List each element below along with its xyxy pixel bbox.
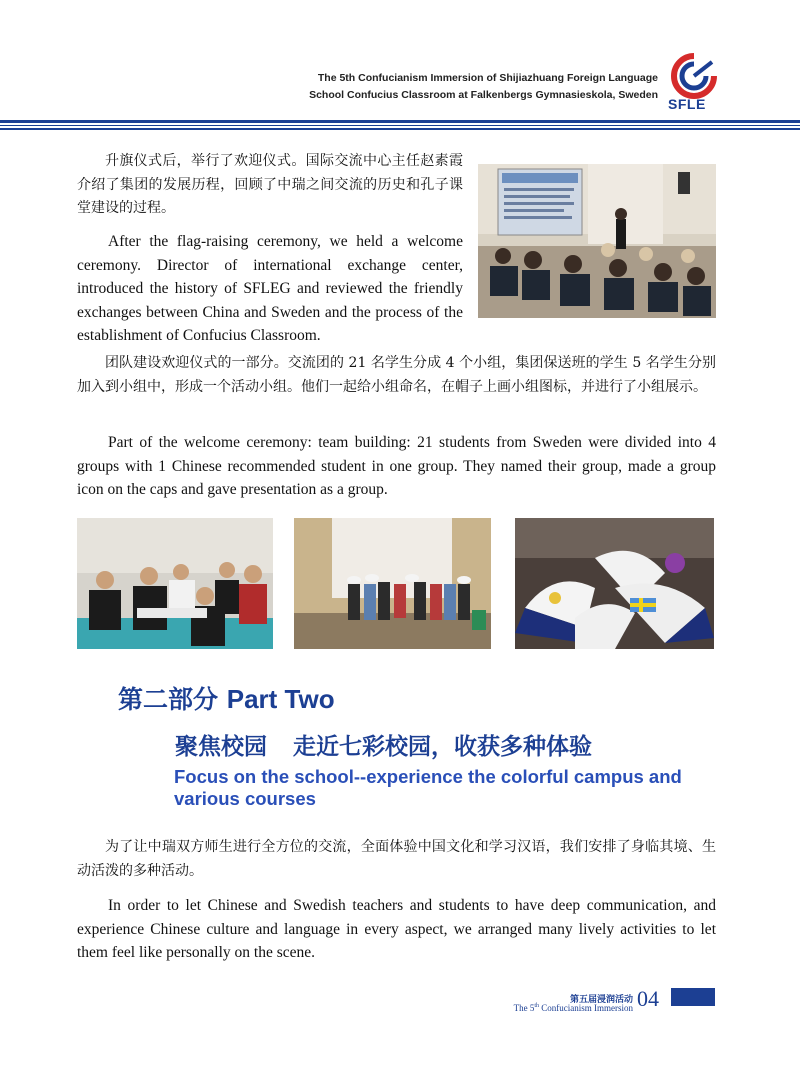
part-subtitle-en: Focus on the school--experience the colorful campus and various courses — [174, 766, 682, 809]
welcome-ceremony-zh: 升旗仪式后，举行了欢迎仪式。国际交流中心主任赵素霞介绍了集团的发展历程，回顾了中瑞之间交流的历史和孔子课堂建设的过程。 — [77, 153, 463, 216]
welcome-ceremony-photo — [478, 164, 716, 318]
footer-title-en — [514, 1003, 633, 1013]
team-building-en: Part of the welcome ceremony: team building: 21 students from Sweden were divided into 4 groups with 1 Chinese recommended student in one group. They named their group, made a group icon on the caps and gave presentation as a group. — [77, 434, 716, 498]
header-rule — [0, 125, 800, 126]
header-rule — [0, 128, 800, 130]
page-number-block — [671, 988, 715, 1006]
team-building-photo-presentation — [294, 518, 491, 649]
header-title-line2: School Confucius Classroom at Falkenbergs Gymnasieskola, Sweden — [309, 89, 658, 101]
footer-en-prefix: The 5 — [513, 1003, 535, 1013]
part-two-heading — [118, 680, 335, 716]
footer-title-zh: 第五届浸润活动 — [569, 995, 633, 1005]
welcome-ceremony-en: After the flag-raising ceremony, we held a welcome ceremony. Director of international exchange center, introduced the history of SFLEG and reviewed the friendly exchanges between China and Sweden and the process of the establishment of Confucius Classroom. — [77, 233, 463, 344]
logo-text: SFLE — [668, 96, 706, 112]
part-heading-zh: 第二部分 — [118, 685, 219, 714]
page-number: 04 — [637, 986, 659, 1011]
header-title-line1: The 5th Confucianism Immersion of Shijiazhuang Foreign Language — [317, 72, 658, 84]
team-building-photo-group — [77, 518, 273, 649]
footer-en-suffix: Confucianism Immersion — [539, 1003, 633, 1013]
footer-en-sup: th — [534, 1003, 539, 1009]
header-rule — [0, 120, 800, 123]
activities-intro-zh: 为了让中瑞双方师生进行全方位的交流，全面体验中国文化和学习汉语，我们安排了身临其境、生动活泼的多种活动。 — [77, 839, 716, 879]
activities-intro-en: In order to let Chinese and Swedish teachers and students to have deep communication, and experience Chinese culture and language in every aspect, we arranged many lively activities to let them feel like personally on the scene. — [77, 897, 716, 961]
team-building-photo-caps — [515, 518, 714, 649]
part-subtitle-zh — [175, 728, 592, 761]
team-building-zh: 团队建设欢迎仪式的一部分。交流团的 21 名学生分成 4 个小组，集团保送班的学生 5 名学生分别加入到小组中，形成一个活动小组。他们一起给小组命名，在帽子上画小组图标，并进行了小组展示。 — [77, 355, 716, 395]
part-subtitle-zh-2: 走近七彩校园，收获多种体验 — [293, 734, 592, 760]
part-subtitle-zh-1: 聚焦校园 — [175, 734, 267, 760]
part-heading-en: Part Two — [226, 684, 335, 714]
